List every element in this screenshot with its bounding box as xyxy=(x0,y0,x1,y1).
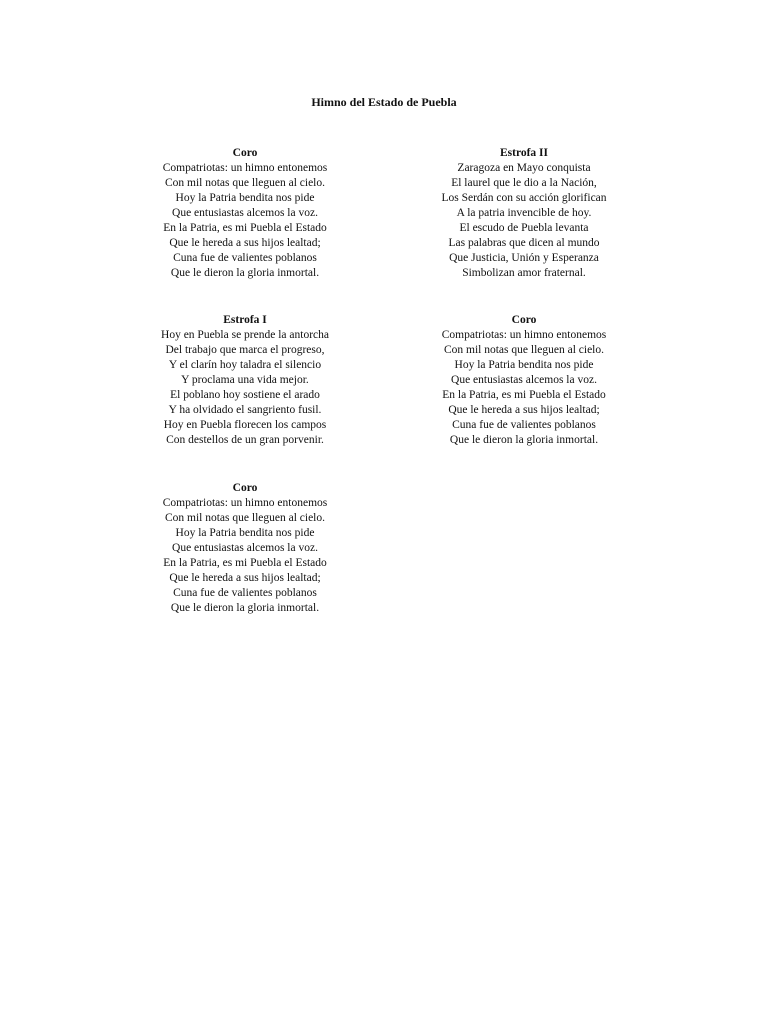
stanza-line: En la Patria, es mi Puebla el Estado xyxy=(163,222,327,234)
stanza-line: En la Patria, es mi Puebla el Estado xyxy=(442,389,606,401)
stanza-line: Cuna fue de valientes poblanos xyxy=(452,419,596,431)
stanza-line: En la Patria, es mi Puebla el Estado xyxy=(163,557,327,569)
stanza-line: Que le dieron la gloria inmortal. xyxy=(170,602,320,614)
stanza-line: Que le hereda a sus hijos lealtad; xyxy=(448,404,600,416)
stanza-coro xyxy=(115,481,375,616)
stanza-line: Que le dieron la gloria inmortal. xyxy=(170,267,320,279)
stanza-line: El escudo de Puebla levanta xyxy=(459,222,589,234)
stanza-heading: Estrofa I xyxy=(223,314,267,326)
stanza-line: Con mil notas que lleguen al cielo. xyxy=(164,512,325,524)
stanza-line: Compatriotas: un himno entonemos xyxy=(441,329,607,341)
stanza-line: Y proclama una vida mejor. xyxy=(181,374,309,386)
stanza-line: Y el clarín hoy taladra el silencio xyxy=(168,359,322,371)
stanza-line: Con mil notas que lleguen al cielo. xyxy=(164,177,325,189)
stanza-estrofa-ii xyxy=(394,146,654,281)
stanza-coro xyxy=(394,313,654,448)
stanza-heading: Coro xyxy=(232,147,258,159)
stanza-line: El poblano hoy sostiene el arado xyxy=(170,389,320,401)
stanza-line: Que entusiastas alcemos la voz. xyxy=(172,207,318,219)
stanza-line: Cuna fue de valientes poblanos xyxy=(173,587,317,599)
stanza-line: Que le dieron la gloria inmortal. xyxy=(449,434,599,446)
stanza-heading: Estrofa II xyxy=(499,147,549,159)
stanza-line: Las palabras que dicen al mundo xyxy=(448,237,600,249)
stanza-line: Los Serdán con su acción glorifican xyxy=(441,192,607,204)
stanza-line: Del trabajo que marca el progreso, xyxy=(165,344,325,356)
stanza-line: Hoy en Puebla se prende la antorcha xyxy=(161,329,329,341)
stanza-line: Hoy la Patria bendita nos pide xyxy=(454,359,594,371)
stanza-line: Zaragoza en Mayo conquista xyxy=(457,162,591,174)
stanza-line: Que Justicia, Unión y Esperanza xyxy=(449,252,599,264)
stanza-line: Hoy la Patria bendita nos pide xyxy=(175,527,315,539)
stanza-line: A la patria invencible de hoy. xyxy=(456,207,592,219)
stanza-line: Compatriotas: un himno entonemos xyxy=(162,497,328,509)
stanza-line: El laurel que le dio a la Nación, xyxy=(451,177,597,189)
stanza-line: Que le hereda a sus hijos lealtad; xyxy=(169,237,321,249)
stanza-line: Hoy la Patria bendita nos pide xyxy=(175,192,315,204)
page-title: Himno del Estado de Puebla xyxy=(311,95,457,109)
stanza-line: Con destellos de un gran porvenir. xyxy=(166,434,324,446)
stanza-line: Que entusiastas alcemos la voz. xyxy=(451,374,597,386)
stanza-line: Simbolizan amor fraternal. xyxy=(462,267,586,279)
stanza-line: Que entusiastas alcemos la voz. xyxy=(172,542,318,554)
stanza-heading: Coro xyxy=(511,314,537,326)
stanza-line: Cuna fue de valientes poblanos xyxy=(173,252,317,264)
stanza-coro xyxy=(115,146,375,281)
stanza-estrofa-i xyxy=(115,313,375,448)
stanza-line: Con mil notas que lleguen al cielo. xyxy=(443,344,604,356)
stanza-line: Compatriotas: un himno entonemos xyxy=(162,162,328,174)
stanza-heading: Coro xyxy=(232,482,258,494)
stanza-line: Hoy en Puebla florecen los campos xyxy=(163,419,327,431)
stanza-line: Y ha olvidado el sangriento fusil. xyxy=(168,404,322,416)
stanza-line: Que le hereda a sus hijos lealtad; xyxy=(169,572,321,584)
